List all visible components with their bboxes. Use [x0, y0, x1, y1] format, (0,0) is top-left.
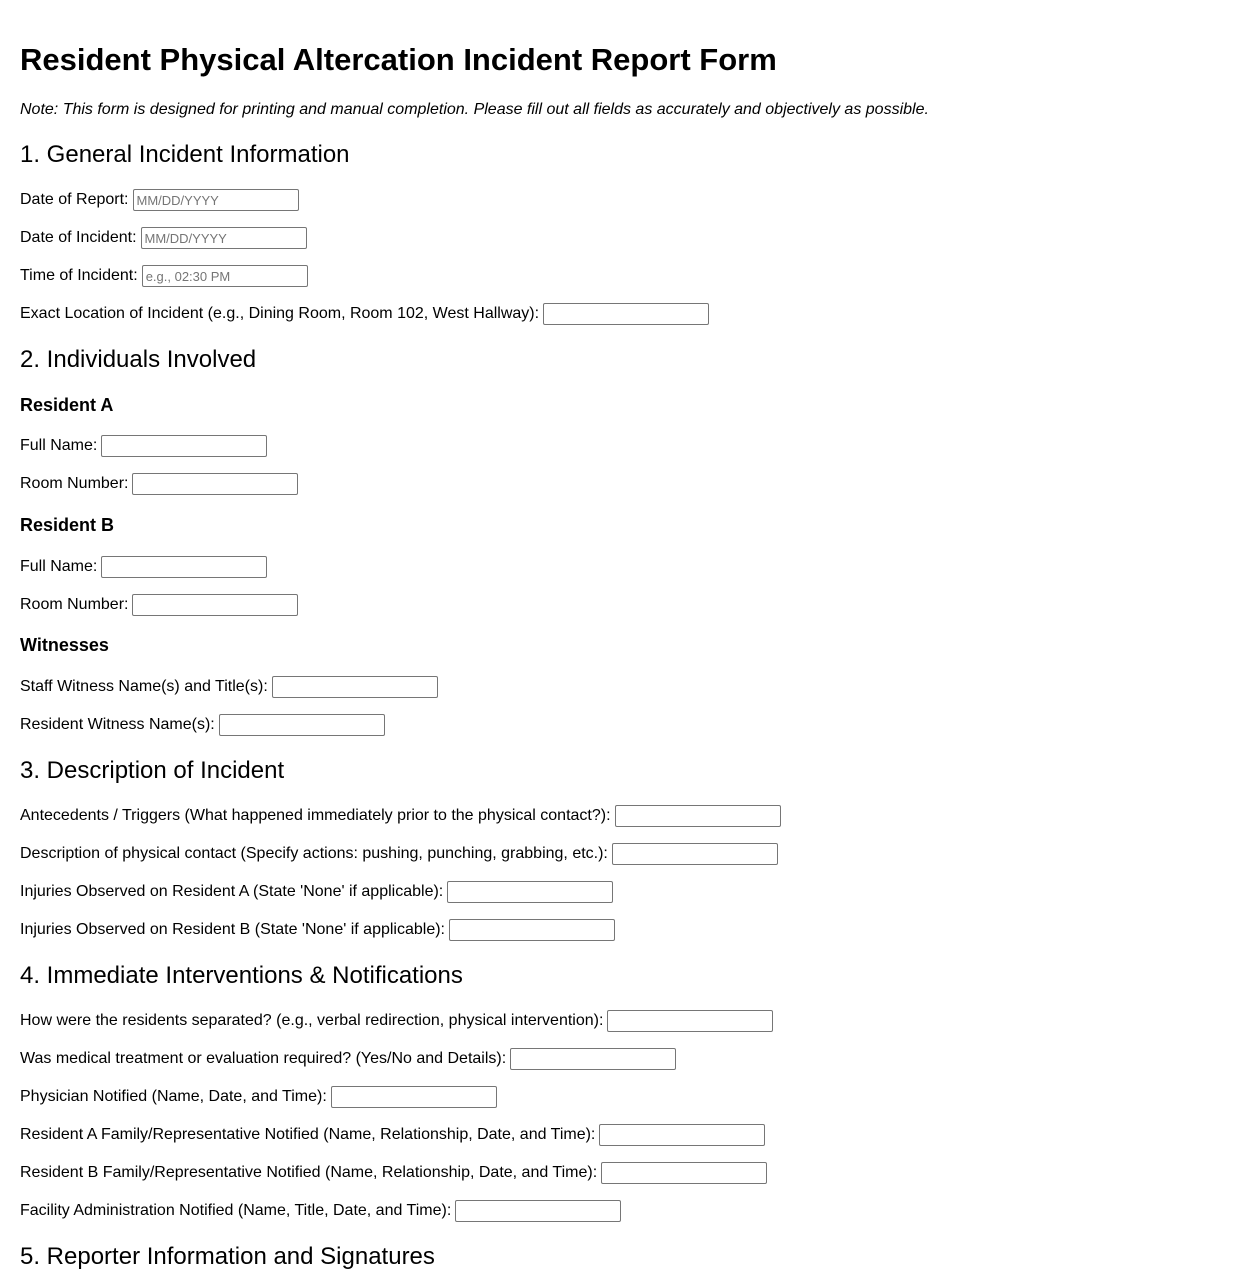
resident-b-room-label: Room Number: [20, 596, 129, 613]
section-heading-individuals: 2. Individuals Involved [20, 346, 257, 373]
medical-treatment-field [20, 1048, 676, 1070]
resident-a-name-input[interactable] [101, 435, 267, 457]
subheading-witnesses: Witnesses [20, 635, 109, 655]
separation-method-field [20, 1010, 773, 1032]
antecedents-label: Antecedents / Triggers (What happened immediately prior to the physical contact?): [20, 807, 611, 824]
antecedents-input[interactable] [615, 805, 781, 827]
section-heading-general: 1. General Incident Information [20, 141, 350, 168]
date-of-report-field [20, 189, 299, 211]
staff-witness-field [20, 676, 438, 698]
injuries-resident-a-input[interactable] [447, 881, 613, 903]
physical-contact-field [20, 843, 778, 865]
location-field [20, 303, 709, 325]
resident-witness-field [20, 714, 385, 736]
resident-a-room-input[interactable] [132, 473, 298, 495]
resident-a-room-label: Room Number: [20, 475, 129, 492]
antecedents-field [20, 805, 781, 827]
resident-b-room-input[interactable] [132, 594, 298, 616]
administration-notified-label: Facility Administration Notified (Name, Title, Date, and Time): [20, 1202, 452, 1219]
family-b-notified-field [20, 1162, 767, 1184]
administration-notified-field [20, 1200, 621, 1222]
injuries-resident-b-field [20, 919, 615, 941]
time-of-incident-field [20, 265, 308, 287]
injuries-resident-b-label: Injuries Observed on Resident B (State 'None' if applicable): [20, 921, 445, 938]
family-a-notified-input[interactable] [599, 1124, 765, 1146]
resident-witness-input[interactable] [219, 714, 385, 736]
resident-a-name-field [20, 435, 267, 457]
medical-treatment-label: Was medical treatment or evaluation required? (Yes/No and Details): [20, 1050, 507, 1067]
staff-witness-input[interactable] [272, 676, 438, 698]
separation-method-label: How were the residents separated? (e.g., verbal redirection, physical intervention): [20, 1012, 604, 1029]
administration-notified-input[interactable] [455, 1200, 621, 1222]
resident-b-room-field [20, 594, 298, 616]
resident-witness-label: Resident Witness Name(s): [20, 716, 215, 733]
injuries-resident-b-input[interactable] [449, 919, 615, 941]
family-b-notified-input[interactable] [601, 1162, 767, 1184]
resident-b-name-field [20, 556, 267, 578]
section-heading-interventions: 4. Immediate Interventions & Notifications [20, 962, 463, 989]
time-of-incident-input[interactable] [142, 265, 308, 287]
time-of-incident-label: Time of Incident: [20, 267, 138, 284]
date-of-incident-field [20, 227, 307, 249]
injuries-resident-a-field [20, 881, 613, 903]
resident-a-room-field [20, 473, 298, 495]
subheading-resident-b: Resident B [20, 515, 115, 535]
date-of-report-input[interactable] [133, 189, 299, 211]
resident-a-name-label: Full Name: [20, 437, 98, 454]
staff-witness-label: Staff Witness Name(s) and Title(s): [20, 678, 268, 695]
medical-treatment-input[interactable] [510, 1048, 676, 1070]
page-title: Resident Physical Altercation Incident Report Form [20, 42, 777, 77]
physical-contact-label: Description of physical contact (Specify actions: pushing, punching, grabbing, etc.): [20, 845, 608, 862]
family-b-notified-label: Resident B Family/Representative Notified (Name, Relationship, Date, and Time): [20, 1164, 598, 1181]
subheading-resident-a: Resident A [20, 395, 114, 415]
date-of-report-label: Date of Report: [20, 191, 129, 208]
date-of-incident-label: Date of Incident: [20, 229, 137, 246]
section-heading-reporter: 5. Reporter Information and Signatures [20, 1243, 435, 1270]
physician-notified-input[interactable] [331, 1086, 497, 1108]
family-a-notified-field [20, 1124, 765, 1146]
resident-b-name-label: Full Name: [20, 558, 98, 575]
section-heading-description: 3. Description of Incident [20, 757, 285, 784]
location-input[interactable] [543, 303, 709, 325]
separation-method-input[interactable] [607, 1010, 773, 1032]
family-a-notified-label: Resident A Family/Representative Notified (Name, Relationship, Date, and Time): [20, 1126, 596, 1143]
resident-b-name-input[interactable] [101, 556, 267, 578]
physician-notified-label: Physician Notified (Name, Date, and Time): [20, 1088, 327, 1105]
form-note: Note: This form is designed for printing and manual completion. Please fill out all fields as accurately and objectively as possible. [20, 101, 929, 118]
date-of-incident-input[interactable] [141, 227, 307, 249]
physical-contact-input[interactable] [612, 843, 778, 865]
injuries-resident-a-label: Injuries Observed on Resident A (State 'None' if applicable): [20, 883, 444, 900]
physician-notified-field [20, 1086, 497, 1108]
location-label: Exact Location of Incident (e.g., Dining Room, Room 102, West Hallway): [20, 305, 540, 322]
